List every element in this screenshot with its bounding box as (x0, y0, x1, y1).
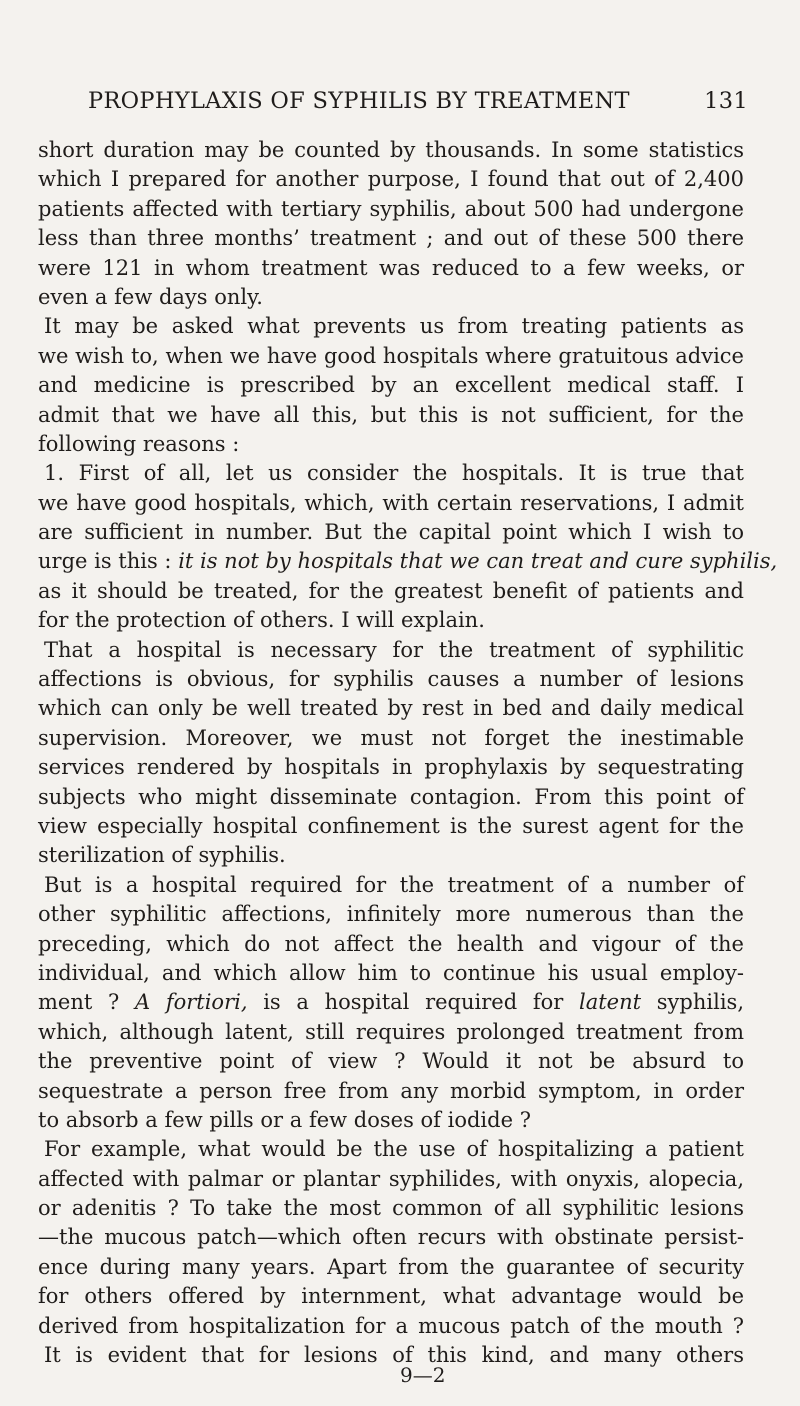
body-text (38, 136, 778, 1370)
text-line: It may be asked what prevents us from treating patients as (44, 314, 744, 339)
text-line: for the protection of others. I will explain. (38, 608, 485, 633)
text-line: That a hospital is necessary for the treatment of syphilitic (44, 637, 744, 662)
text-line: It is evident that for lesions of this kind, and many others (44, 1343, 744, 1368)
text-line: we wish to, when we have good hospitals where gratuitous advice (38, 343, 744, 368)
text-line: affected with palmar or plantar syphilides, with onyxis, alopecia, (38, 1166, 744, 1191)
text-line: 1. First of all, let us consider the hospitals. It is true that (44, 461, 744, 486)
italic-emphasis: it is not by hospitals that we can treat and cure syphilis, (178, 549, 778, 574)
text-line: we have good hospitals, which, with certain reservations, I admit (38, 490, 744, 515)
text-line: sequestrate a person free from any morbid symptom, in order (38, 1078, 744, 1103)
italic-emphasis: latent (579, 990, 642, 1015)
text-line: ence during many years. Apart from the guarantee of security (38, 1254, 744, 1279)
text-line: or adenitis ? To take the most common of all syphilitic lesions (38, 1196, 744, 1221)
running-title: PROPHYLAXIS OF SYPHILIS BY TREATMENT (88, 88, 630, 114)
text-fragment: urge is this : (38, 549, 172, 574)
text-line: For example, what would be the use of hospitalizing a patient (44, 1137, 744, 1162)
text-line: following reasons : (38, 431, 240, 456)
text-line: are sufficient in number. But the capital point which I wish to (38, 520, 744, 545)
text-line: to absorb a few pills or a few doses of iodide ? (38, 1107, 531, 1132)
text-line: which I prepared for another purpose, I found that out of 2,400 (38, 167, 744, 192)
text-line: were 121 in whom treatment was reduced to a few weeks, or (38, 255, 744, 280)
text-line: affections is obvious, for syphilis causes a number of lesions (38, 667, 744, 692)
text-line: admit that we have all this, but this is not sufficient, for the (38, 402, 744, 427)
text-line (38, 547, 778, 576)
text-fragment: is a hospital required for (263, 990, 564, 1015)
text-line: preceding, which do not affect the health and vigour of the (38, 931, 744, 956)
signature-mark: 9—2 (400, 1363, 446, 1387)
text-line: view especially hospital confinement is the surest agent for the (38, 813, 744, 838)
text-line (38, 988, 744, 1017)
italic-emphasis: A fortiori, (134, 990, 248, 1015)
text-line: as it should be treated, for the greatest benefit of patients and (38, 578, 744, 603)
text-line: subjects who might disseminate contagion. From this point of (38, 784, 744, 809)
text-line: for others offered by internment, what advantage would be (38, 1284, 744, 1309)
text-line: less than three months’ treatment ; and out of these 500 there (38, 226, 744, 251)
text-line: —the mucous patch—which often recurs with obstinate persist- (38, 1225, 744, 1250)
text-line: which can only be well treated by rest in bed and daily medical (38, 696, 744, 721)
text-line: individual, and which allow him to continue his usual employ- (38, 960, 744, 985)
text-line: which, although latent, still requires prolonged treatment from (38, 1019, 744, 1044)
text-line: the preventive point of view ? Would it not be absurd to (38, 1049, 744, 1074)
text-line: even a few days only. (38, 284, 263, 309)
text-line: sterilization of syphilis. (38, 843, 286, 868)
text-line: other syphilitic affections, infinitely more numerous than the (38, 902, 744, 927)
text-line: services rendered by hospitals in prophylaxis by sequestrating (38, 755, 744, 780)
page-number: 131 (704, 88, 748, 114)
text-line: supervision. Moreover, we must not forget the inestimable (38, 725, 744, 750)
text-fragment: syphilis, (656, 990, 744, 1015)
text-line: derived from hospitalization for a mucous patch of the mouth ? (38, 1313, 744, 1338)
text-line: patients affected with tertiary syphilis, about 500 had undergone (38, 196, 744, 221)
text-fragment: ment ? (38, 990, 120, 1015)
text-line: But is a hospital required for the treatment of a number of (44, 872, 744, 897)
text-line: short duration may be counted by thousands. In some statistics (38, 138, 744, 162)
text-line: and medicine is prescribed by an excellent medical staff. I (38, 373, 744, 398)
running-head (88, 88, 748, 122)
